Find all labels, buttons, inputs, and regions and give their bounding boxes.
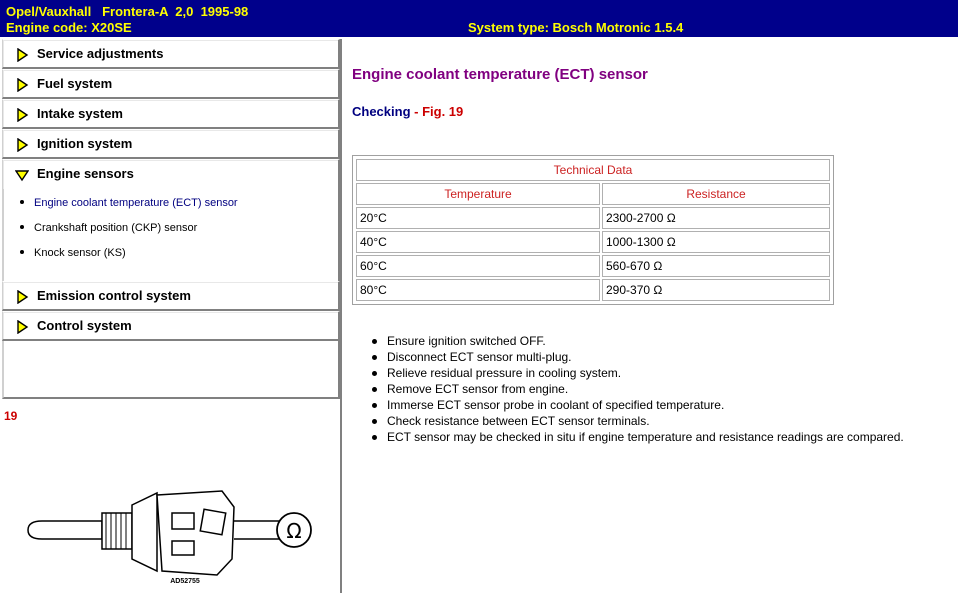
figure-link[interactable]: Fig. 19 — [422, 104, 464, 119]
table-cell: 1000-1300 Ω — [602, 231, 830, 253]
arrow-right-icon — [15, 138, 29, 152]
menu-item-label: Ignition system — [37, 136, 133, 151]
list-item: Ensure ignition switched OFF. — [370, 333, 958, 349]
submenu-item-ckp-sensor[interactable]: Crankshaft position (CKP) sensor — [20, 222, 197, 234]
list-item: Relieve residual pressure in cooling system. — [370, 365, 958, 381]
menu-item-label: Control system — [37, 318, 132, 333]
technical-data-table — [352, 155, 834, 305]
menu-item-label: Fuel system — [37, 76, 113, 91]
menu-item-control-system[interactable] — [2, 311, 340, 341]
arrow-right-icon — [15, 108, 29, 122]
ect-sensor-figure — [22, 477, 322, 585]
menu-item-fuel-system[interactable] — [2, 69, 340, 99]
checking-heading — [352, 104, 463, 119]
submenu-engine-sensors — [2, 189, 340, 281]
arrow-right-icon — [15, 48, 29, 62]
figure-code: AD52755 — [170, 578, 200, 585]
arrow-down-icon — [15, 168, 29, 182]
menu-item-service-adjustments[interactable] — [2, 39, 340, 69]
ohm-symbol: Ω — [286, 519, 302, 543]
bullet-icon — [20, 250, 24, 254]
page-title: Engine coolant temperature (ECT) sensor — [352, 66, 648, 83]
menu-item-label: Intake system — [37, 106, 123, 121]
procedure-steps — [370, 333, 958, 445]
menu-item-label: Engine sensors — [37, 166, 134, 181]
list-item: Disconnect ECT sensor multi-plug. — [370, 349, 958, 365]
system-type: System type: Bosch Motronic 1.5.4 — [468, 20, 684, 35]
column-header-temperature: Temperature — [356, 183, 600, 205]
arrow-right-icon — [15, 78, 29, 92]
table-row — [356, 231, 830, 253]
table-row — [356, 255, 830, 277]
table-cell: 2300-2700 Ω — [602, 207, 830, 229]
submenu-item-knock-sensor[interactable]: Knock sensor (KS) — [20, 247, 126, 259]
title-bar — [0, 0, 958, 37]
submenu-item-ect-sensor[interactable]: Engine coolant temperature (ECT) sensor — [20, 197, 238, 209]
menu-item-intake-system[interactable] — [2, 99, 340, 129]
figure-number: 19 — [4, 409, 18, 423]
table-cell: 560-670 Ω — [602, 255, 830, 277]
vehicle-title: Opel/Vauxhall Frontera-A 2,0 1995-98 — [6, 4, 249, 19]
arrow-right-icon — [15, 320, 29, 334]
bullet-icon — [20, 200, 24, 204]
table-cell: 40°C — [356, 231, 600, 253]
list-item: ECT sensor may be checked in situ if engine temperature and resistance readings are compared. — [370, 429, 958, 445]
content-panel — [352, 39, 952, 593]
checking-separator: - — [410, 104, 423, 119]
table-cell: 290-370 Ω — [602, 279, 830, 301]
menu-item-label: Service adjustments — [37, 46, 164, 61]
table-cell: 60°C — [356, 255, 600, 277]
list-item: Check resistance between ECT sensor terminals. — [370, 413, 958, 429]
list-item: Immerse ECT sensor probe in coolant of specified temperature. — [370, 397, 958, 413]
menu-filler — [2, 341, 340, 399]
table-cell: 20°C — [356, 207, 600, 229]
column-header-resistance: Resistance — [602, 183, 830, 205]
table-title: Technical Data — [356, 159, 830, 181]
menu-item-ignition-system[interactable] — [2, 129, 340, 159]
menu — [2, 39, 340, 399]
arrow-right-icon — [15, 290, 29, 304]
list-item: Remove ECT sensor from engine. — [370, 381, 958, 397]
table-cell: 80°C — [356, 279, 600, 301]
table-row — [356, 279, 830, 301]
checking-label: Checking — [352, 104, 411, 119]
table-row — [356, 207, 830, 229]
navigation-panel — [0, 39, 342, 593]
engine-code: Engine code: X20SE — [6, 20, 132, 35]
bullet-icon — [20, 225, 24, 229]
menu-item-engine-sensors[interactable] — [2, 159, 340, 189]
menu-item-emission-control-system[interactable] — [2, 281, 340, 311]
menu-item-label: Emission control system — [37, 288, 191, 303]
